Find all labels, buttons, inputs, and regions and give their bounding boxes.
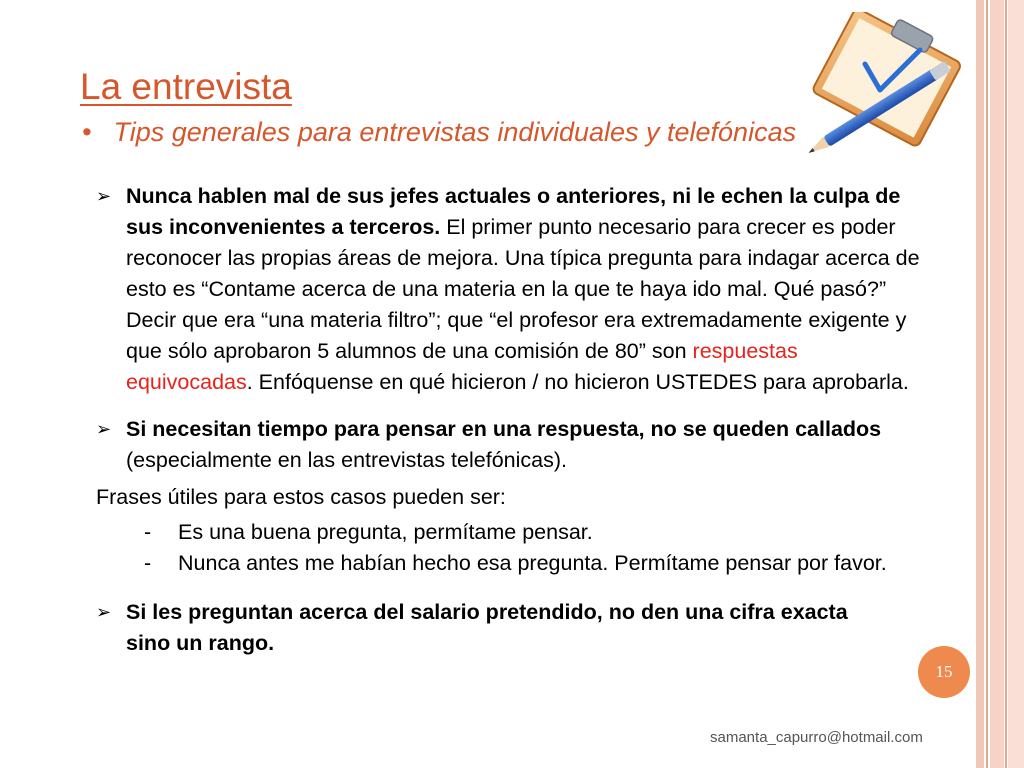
list-item [96, 414, 936, 476]
slide-body [96, 181, 936, 659]
list-item [96, 181, 936, 398]
author-email: samanta_capurro@hotmail.com [710, 729, 923, 746]
phrase-text: Es una buena pregunta, permítame pensar. [178, 520, 593, 544]
slide-subtitle [82, 117, 796, 148]
arrow-bullet-icon: ➢ [96, 419, 112, 439]
list-item [96, 548, 936, 579]
dash-bullet: - [144, 520, 152, 544]
subtitle-bullet: • [82, 117, 92, 147]
phrases-intro: Frases útiles para estos casos pueden ser: [96, 485, 506, 509]
tip-body-end: . Enfóquense en qué hicieron / no hicieron USTEDES para aprobarla. [246, 370, 909, 394]
tip-bold: Si les preguntan acerca del salario pretendido, no den una cifra exacta sino un rango. [126, 600, 848, 655]
tip-bold: Si necesitan tiempo para pensar en una respuesta, no se queden callados [126, 417, 882, 441]
slide-title: La entrevista [80, 66, 292, 107]
tip-text [126, 597, 896, 659]
phrase-text: Nunca antes me habían hecho esa pregunta. Permítame pensar por favor. [178, 551, 887, 575]
list-item [96, 517, 936, 548]
tip-text [126, 414, 926, 476]
clipboard-checkmark-pencil-icon [780, 12, 980, 167]
dash-bullet: - [144, 551, 152, 575]
decor-stripe-line [1005, 0, 1007, 768]
arrow-bullet-icon: ➢ [96, 602, 112, 622]
decor-stripe-line [986, 0, 988, 768]
tip-bold: Nunca hablen mal de sus jefes actuales o anteriores, ni le echen la culpa de sus inconvenientes a terceros. [126, 184, 901, 239]
subtitle-text: Tips generales para entrevistas individuales y telefónicas [113, 117, 797, 147]
decor-stripe [990, 0, 1004, 768]
tip-body: (especialmente en las entrevistas telefónicas). [126, 448, 567, 472]
decor-stripe [1008, 0, 1024, 768]
tip-text [126, 181, 926, 398]
arrow-bullet-icon: ➢ [96, 186, 112, 206]
list-item [96, 597, 936, 659]
tip-body: El primer punto necesario para crecer es poder reconocer las propias áreas de mejora. Una típica pregunta para indagar acerca de esto es “Contame acerca de una materia en la que te haya ido mal. Qué pasó?” Decir que era “una materia filtro”; que “el profesor era extremadamente exigente y que sólo aprobaron 5 alumnos de una comisión de 80” son [126, 215, 920, 363]
page-number-badge: 15 [918, 646, 970, 698]
tip-highlight: respuestas equivocadas [126, 339, 798, 394]
